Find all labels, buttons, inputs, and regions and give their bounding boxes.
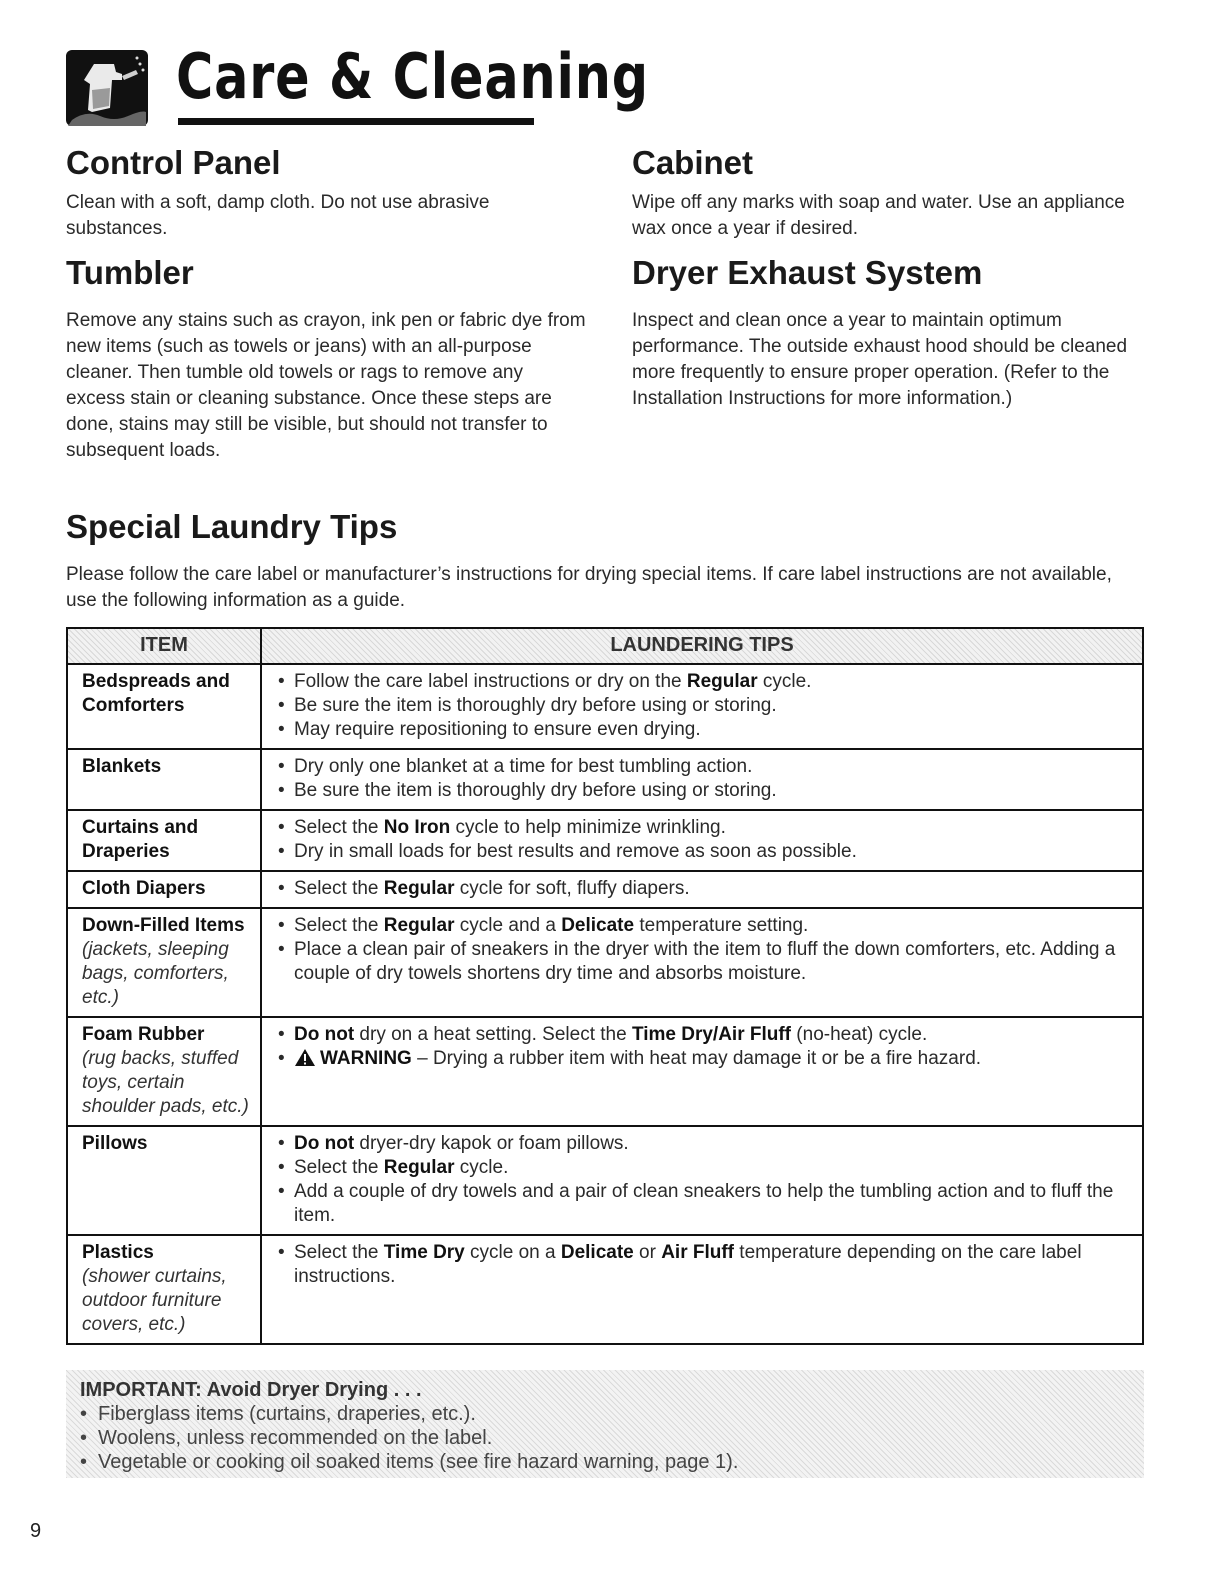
tip-emphasis: Air Fluff xyxy=(661,1242,735,1263)
table-row xyxy=(67,749,1143,810)
tip-item xyxy=(276,938,1132,986)
tip-emphasis: Do not xyxy=(294,1133,355,1154)
tip-text: – Drying a rubber item with heat may damage it or be a fire hazard. xyxy=(411,1048,982,1069)
tumbler-heading: Tumbler xyxy=(66,254,194,291)
important-notice xyxy=(66,1370,1144,1478)
laundering-tips-table xyxy=(66,627,1144,1345)
tip-emphasis: Regular xyxy=(383,1157,455,1178)
tips-cell xyxy=(261,1126,1143,1235)
item-name: Down-Filled Items xyxy=(82,915,245,936)
tip-item xyxy=(276,670,1132,694)
tip-text: Select the xyxy=(294,817,384,838)
table-row xyxy=(67,1126,1143,1235)
tip-emphasis: No Iron xyxy=(383,817,451,838)
tip-emphasis: Time Dry xyxy=(383,1242,465,1263)
tip-emphasis: Regular xyxy=(686,671,758,692)
table-row xyxy=(67,1235,1143,1344)
spray-bottle-cleaning-icon xyxy=(66,50,148,126)
tip-text: cycle to help minimize wrinkling. xyxy=(450,817,726,838)
tips-list xyxy=(276,816,1132,864)
warning-icon xyxy=(294,1048,316,1074)
item-name: Foam Rubber xyxy=(82,1024,205,1045)
item-column-header: ITEM xyxy=(67,628,261,664)
tumbler-section xyxy=(66,254,586,464)
tip-item xyxy=(276,1156,1132,1180)
important-title: IMPORTANT: Avoid Dryer Drying . . . xyxy=(80,1379,422,1401)
tips-cell xyxy=(261,871,1143,908)
tips-column-header: LAUNDERING TIPS xyxy=(261,628,1143,664)
tip-emphasis: Do not xyxy=(294,1024,355,1045)
tumbler-text: Remove any stains such as crayon, ink pen or fabric dye from new items (such as towels or jeans) with an all-purpose cleaner. Then tumble old towels or rags to remove any excess stain or cleaning substance. Once these steps are done, stains may still be visible, but should not transfer to subsequent loads. xyxy=(66,310,586,461)
table-body xyxy=(67,664,1143,1344)
important-list xyxy=(80,1402,738,1474)
item-name: Plastics xyxy=(82,1242,154,1263)
tip-text: Be sure the item is thoroughly dry before using or storing. xyxy=(294,695,777,716)
tips-cell xyxy=(261,664,1143,749)
page-header xyxy=(66,30,649,130)
item-cell xyxy=(67,871,261,908)
special-laundry-tips-heading: Special Laundry Tips xyxy=(66,508,398,545)
tip-item xyxy=(276,914,1132,938)
tip-text: Dry in small loads for best results and remove as soon as possible. xyxy=(294,841,857,862)
tip-text: Select the xyxy=(294,1242,384,1263)
item-name: Curtains and Draperies xyxy=(82,817,199,862)
table-row xyxy=(67,908,1143,1017)
tip-item xyxy=(276,1023,1132,1047)
special-laundry-tips-section xyxy=(66,508,1146,614)
tips-cell xyxy=(261,1017,1143,1126)
tip-emphasis: Delicate xyxy=(560,1242,634,1263)
tip-text: Place a clean pair of sneakers in the dryer with the item to fluff the down comforters, etc. Adding a couple of dry towels shortens dry time and absorbs moisture. xyxy=(294,939,1116,984)
item-note: (shower curtains, outdoor furniture covers, etc.) xyxy=(82,1266,227,1335)
tips-list xyxy=(276,670,1132,742)
table-row xyxy=(67,664,1143,749)
item-cell xyxy=(67,1017,261,1126)
dryer-exhaust-section xyxy=(632,254,1152,412)
tip-text: Select the xyxy=(294,878,384,899)
tip-emphasis: Delicate xyxy=(561,915,635,936)
dryer-exhaust-heading: Dryer Exhaust System xyxy=(632,254,983,291)
control-panel-section xyxy=(66,144,586,242)
item-cell xyxy=(67,664,261,749)
tip-item xyxy=(276,779,1132,803)
tip-item xyxy=(276,1132,1132,1156)
control-panel-heading: Control Panel xyxy=(66,144,281,181)
tip-item xyxy=(276,1047,1132,1074)
table-row xyxy=(67,1017,1143,1126)
tip-text: temperature setting. xyxy=(634,915,809,936)
tip-item xyxy=(276,1241,1132,1289)
item-cell xyxy=(67,1126,261,1235)
tips-cell xyxy=(261,1235,1143,1344)
important-item: • Vegetable or cooking oil soaked items (see fire hazard warning, page 1). xyxy=(80,1450,738,1474)
tip-item xyxy=(276,840,1132,864)
tip-emphasis: Regular xyxy=(383,915,455,936)
tip-text: Follow the care label instructions or dry on the xyxy=(294,671,687,692)
item-name: Pillows xyxy=(82,1133,148,1154)
table-header-row xyxy=(67,628,1143,664)
special-laundry-tips-intro: Please follow the care label or manufacturer’s instructions for drying special items. If care label instructions are not available, use the following information as a guide. xyxy=(66,564,1112,611)
item-cell xyxy=(67,1235,261,1344)
tip-text: cycle and a xyxy=(454,915,562,936)
dryer-exhaust-text: Inspect and clean once a year to maintain optimum performance. The outside exhaust hood should be cleaned more frequently to ensure proper operation. (Refer to the Installation Instructions for more information.) xyxy=(632,310,1128,409)
tips-list xyxy=(276,914,1132,986)
tip-text: cycle. xyxy=(454,1157,509,1178)
tips-list xyxy=(276,1023,1132,1074)
tip-text: or xyxy=(633,1242,662,1263)
tips-list xyxy=(276,1241,1132,1289)
tip-item xyxy=(276,755,1132,779)
tip-text: (no-heat) cycle. xyxy=(791,1024,928,1045)
tip-emphasis: WARNING xyxy=(320,1048,412,1069)
tip-text: cycle for soft, fluffy diapers. xyxy=(454,878,690,899)
tip-text: dryer-dry kapok or foam pillows. xyxy=(354,1133,629,1154)
tips-cell xyxy=(261,810,1143,871)
tip-item xyxy=(276,694,1132,718)
table-row xyxy=(67,810,1143,871)
item-cell xyxy=(67,810,261,871)
tip-text: May require repositioning to ensure even drying. xyxy=(294,719,701,740)
tip-text: cycle. xyxy=(757,671,812,692)
tip-text: temperature depending on the care label instructions. xyxy=(294,1242,1082,1287)
tips-cell xyxy=(261,908,1143,1017)
tip-text: Dry only one blanket at a time for best tumbling action. xyxy=(294,756,753,777)
tip-text: dry on a heat setting. Select the xyxy=(354,1024,632,1045)
tips-list xyxy=(276,1132,1132,1228)
tip-item xyxy=(276,1180,1132,1228)
tip-text: Select the xyxy=(294,1157,384,1178)
item-cell xyxy=(67,749,261,810)
item-note: (rug backs, stuffed toys, certain shoulder pads, etc.) xyxy=(82,1048,249,1117)
important-item: • Fiberglass items (curtains, draperies, etc.). xyxy=(80,1402,738,1426)
tip-emphasis: Regular xyxy=(383,878,455,899)
title-underline xyxy=(178,118,534,125)
tip-item xyxy=(276,816,1132,840)
important-item: • Woolens, unless recommended on the label. xyxy=(80,1426,738,1450)
item-name: Cloth Diapers xyxy=(82,878,206,899)
tip-text: Be sure the item is thoroughly dry before using or storing. xyxy=(294,780,777,801)
item-name: Blankets xyxy=(82,756,162,777)
cabinet-section xyxy=(632,144,1152,242)
control-panel-text: Clean with a soft, damp cloth. Do not use abrasive substances. xyxy=(66,192,490,239)
tip-emphasis: Time Dry/Air Fluff xyxy=(631,1024,792,1045)
tip-item xyxy=(276,718,1132,742)
item-cell xyxy=(67,908,261,1017)
tips-list xyxy=(276,755,1132,803)
tips-list xyxy=(276,877,1132,901)
tip-text: Select the xyxy=(294,915,384,936)
item-name: Bedspreads and Comforters xyxy=(82,671,230,716)
cabinet-text: Wipe off any marks with soap and water. Use an appliance wax once a year if desired. xyxy=(632,192,1125,239)
page-number: 9 xyxy=(30,1520,42,1542)
tip-item xyxy=(276,877,1132,901)
tips-cell xyxy=(261,749,1143,810)
cabinet-heading: Cabinet xyxy=(632,144,754,181)
item-note: (jackets, sleeping bags, comforters, etc.) xyxy=(82,939,229,1008)
page-title: Care & Cleaning xyxy=(176,40,649,113)
tip-text: cycle on a xyxy=(464,1242,561,1263)
table-row xyxy=(67,871,1143,908)
tip-text: Add a couple of dry towels and a pair of clean sneakers to help the tumbling action and to fluff the item. xyxy=(294,1181,1114,1226)
